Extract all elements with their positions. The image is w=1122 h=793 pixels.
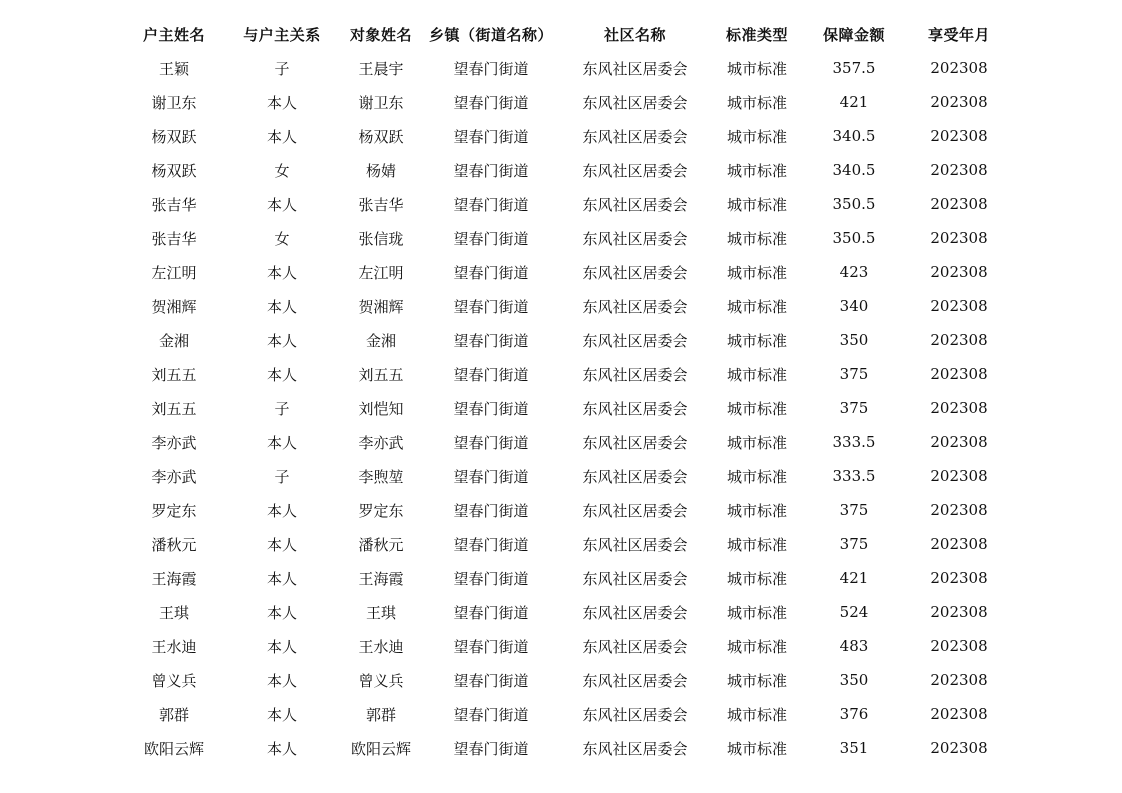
month-cell: 202308 bbox=[930, 433, 988, 451]
month-cell: 202308 bbox=[930, 535, 988, 553]
table-row bbox=[120, 493, 1010, 527]
relationship-cell: 本人 bbox=[266, 739, 297, 758]
standard-type-cell: 城市标准 bbox=[726, 93, 787, 112]
community-cell: 东风社区居委会 bbox=[582, 263, 688, 282]
township-cell: 望春门街道 bbox=[453, 161, 529, 180]
standard-type-cell: 城市标准 bbox=[726, 603, 787, 622]
township-cell: 望春门街道 bbox=[453, 705, 529, 724]
township-cell: 望春门街道 bbox=[453, 263, 529, 282]
relationship-cell: 本人 bbox=[266, 603, 297, 622]
recipient-name-cell: 谢卫东 bbox=[358, 93, 404, 112]
householder-name-cell: 张吉华 bbox=[151, 195, 197, 214]
standard-type-cell: 城市标准 bbox=[726, 127, 787, 146]
householder-name-cell: 郭群 bbox=[158, 705, 189, 724]
community-cell: 东风社区居委会 bbox=[582, 365, 688, 384]
householder-name-cell: 曾义兵 bbox=[151, 671, 197, 690]
month-cell: 202308 bbox=[930, 705, 988, 723]
month-cell: 202308 bbox=[930, 399, 988, 417]
table-row bbox=[120, 595, 1010, 629]
relationship-cell: 子 bbox=[274, 59, 290, 78]
community-cell: 东风社区居委会 bbox=[582, 705, 688, 724]
householder-name-cell: 欧阳云辉 bbox=[143, 739, 204, 758]
community-cell: 东风社区居委会 bbox=[582, 467, 688, 486]
township-cell: 望春门街道 bbox=[453, 331, 529, 350]
recipient-name-cell: 潘秋元 bbox=[358, 535, 404, 554]
month-cell: 202308 bbox=[930, 127, 988, 145]
amount-cell: 333.5 bbox=[832, 433, 876, 451]
table-row bbox=[120, 85, 1010, 119]
householder-name-cell: 刘五五 bbox=[151, 365, 197, 384]
community-cell: 东风社区居委会 bbox=[582, 331, 688, 350]
householder-name-cell: 王水迪 bbox=[151, 637, 197, 656]
month-cell: 202308 bbox=[930, 739, 988, 757]
standard-type-cell: 城市标准 bbox=[726, 739, 787, 758]
table-row bbox=[120, 663, 1010, 697]
month-cell: 202308 bbox=[930, 297, 988, 315]
township-cell: 望春门街道 bbox=[453, 535, 529, 554]
township-cell: 望春门街道 bbox=[453, 501, 529, 520]
householder-name-cell: 杨双跃 bbox=[151, 161, 197, 180]
amount-cell: 333.5 bbox=[832, 467, 876, 485]
householder-name-cell: 左江明 bbox=[151, 263, 197, 282]
township-cell: 望春门街道 bbox=[453, 399, 529, 418]
recipient-name-cell: 王水迪 bbox=[358, 637, 404, 656]
table-row bbox=[120, 697, 1010, 731]
township-cell: 望春门街道 bbox=[453, 127, 529, 146]
township-cell: 望春门街道 bbox=[453, 365, 529, 384]
month-cell: 202308 bbox=[930, 331, 988, 349]
table-row bbox=[120, 153, 1010, 187]
householder-name-cell: 潘秋元 bbox=[151, 535, 197, 554]
table-row bbox=[120, 629, 1010, 663]
month-cell: 202308 bbox=[930, 195, 988, 213]
relationship-cell: 女 bbox=[274, 229, 290, 248]
header-householder-name: 户主姓名 bbox=[142, 25, 205, 44]
recipient-name-cell: 王琪 bbox=[365, 603, 396, 622]
recipient-name-cell: 金湘 bbox=[365, 331, 396, 350]
amount-cell: 357.5 bbox=[832, 59, 876, 77]
amount-cell: 340 bbox=[839, 297, 869, 315]
standard-type-cell: 城市标准 bbox=[726, 331, 787, 350]
relationship-cell: 子 bbox=[274, 399, 290, 418]
standard-type-cell: 城市标准 bbox=[726, 705, 787, 724]
recipient-name-cell: 张吉华 bbox=[358, 195, 404, 214]
householder-name-cell: 金湘 bbox=[158, 331, 189, 350]
township-cell: 望春门街道 bbox=[453, 195, 529, 214]
relationship-cell: 本人 bbox=[266, 569, 297, 588]
amount-cell: 376 bbox=[839, 705, 869, 723]
township-cell: 望春门街道 bbox=[453, 569, 529, 588]
relationship-cell: 本人 bbox=[266, 263, 297, 282]
table-row bbox=[120, 425, 1010, 459]
relationship-cell: 本人 bbox=[266, 535, 297, 554]
relationship-cell: 本人 bbox=[266, 127, 297, 146]
standard-type-cell: 城市标准 bbox=[726, 399, 787, 418]
recipient-name-cell: 贺湘辉 bbox=[358, 297, 404, 316]
relationship-cell: 本人 bbox=[266, 93, 297, 112]
standard-type-cell: 城市标准 bbox=[726, 297, 787, 316]
table-row bbox=[120, 731, 1010, 765]
amount-cell: 421 bbox=[839, 569, 869, 587]
amount-cell: 350 bbox=[839, 331, 869, 349]
community-cell: 东风社区居委会 bbox=[582, 93, 688, 112]
township-cell: 望春门街道 bbox=[453, 467, 529, 486]
table-row bbox=[120, 51, 1010, 85]
township-cell: 望春门街道 bbox=[453, 59, 529, 78]
community-cell: 东风社区居委会 bbox=[582, 127, 688, 146]
amount-cell: 351 bbox=[839, 739, 869, 757]
relationship-cell: 本人 bbox=[266, 195, 297, 214]
month-cell: 202308 bbox=[930, 569, 988, 587]
standard-type-cell: 城市标准 bbox=[726, 195, 787, 214]
recipient-name-cell: 李亦武 bbox=[358, 433, 404, 452]
amount-cell: 524 bbox=[839, 603, 869, 621]
month-cell: 202308 bbox=[930, 93, 988, 111]
table-row bbox=[120, 561, 1010, 595]
standard-type-cell: 城市标准 bbox=[726, 161, 787, 180]
standard-type-cell: 城市标准 bbox=[726, 535, 787, 554]
householder-name-cell: 王海霞 bbox=[151, 569, 197, 588]
standard-type-cell: 城市标准 bbox=[726, 637, 787, 656]
month-cell: 202308 bbox=[930, 671, 988, 689]
community-cell: 东风社区居委会 bbox=[582, 637, 688, 656]
township-cell: 望春门街道 bbox=[453, 433, 529, 452]
township-cell: 望春门街道 bbox=[453, 297, 529, 316]
householder-name-cell: 罗定东 bbox=[151, 501, 197, 520]
amount-cell: 350.5 bbox=[832, 195, 876, 213]
month-cell: 202308 bbox=[930, 603, 988, 621]
table-row bbox=[120, 221, 1010, 255]
table-row bbox=[120, 187, 1010, 221]
table-row bbox=[120, 527, 1010, 561]
community-cell: 东风社区居委会 bbox=[582, 59, 688, 78]
recipient-name-cell: 欧阳云辉 bbox=[350, 739, 411, 758]
householder-name-cell: 谢卫东 bbox=[151, 93, 197, 112]
month-cell: 202308 bbox=[930, 263, 988, 281]
table-row bbox=[120, 119, 1010, 153]
recipient-name-cell: 杨婧 bbox=[365, 161, 396, 180]
header-standard-type: 标准类型 bbox=[725, 25, 788, 44]
amount-cell: 375 bbox=[839, 399, 869, 417]
table-body bbox=[120, 51, 1010, 765]
month-cell: 202308 bbox=[930, 637, 988, 655]
recipient-name-cell: 王海霞 bbox=[358, 569, 404, 588]
community-cell: 东风社区居委会 bbox=[582, 501, 688, 520]
table-row bbox=[120, 289, 1010, 323]
month-cell: 202308 bbox=[930, 229, 988, 247]
standard-type-cell: 城市标准 bbox=[726, 365, 787, 384]
subsidy-roster-table bbox=[120, 17, 1010, 765]
community-cell: 东风社区居委会 bbox=[582, 229, 688, 248]
standard-type-cell: 城市标准 bbox=[726, 467, 787, 486]
month-cell: 202308 bbox=[930, 365, 988, 383]
relationship-cell: 子 bbox=[274, 467, 290, 486]
header-row bbox=[120, 17, 1010, 51]
header-month: 享受年月 bbox=[927, 25, 990, 44]
month-cell: 202308 bbox=[930, 59, 988, 77]
recipient-name-cell: 张信珑 bbox=[358, 229, 404, 248]
table-row bbox=[120, 391, 1010, 425]
relationship-cell: 本人 bbox=[266, 433, 297, 452]
recipient-name-cell: 杨双跃 bbox=[358, 127, 404, 146]
township-cell: 望春门街道 bbox=[453, 671, 529, 690]
amount-cell: 375 bbox=[839, 501, 869, 519]
amount-cell: 375 bbox=[839, 365, 869, 383]
relationship-cell: 本人 bbox=[266, 671, 297, 690]
householder-name-cell: 李亦武 bbox=[151, 467, 197, 486]
standard-type-cell: 城市标准 bbox=[726, 569, 787, 588]
table-header bbox=[120, 17, 1010, 51]
standard-type-cell: 城市标准 bbox=[726, 229, 787, 248]
header-recipient-name: 对象姓名 bbox=[349, 25, 412, 44]
header-amount: 保障金额 bbox=[822, 25, 885, 44]
recipient-name-cell: 曾义兵 bbox=[358, 671, 404, 690]
householder-name-cell: 贺湘辉 bbox=[151, 297, 197, 316]
township-cell: 望春门街道 bbox=[453, 603, 529, 622]
community-cell: 东风社区居委会 bbox=[582, 433, 688, 452]
amount-cell: 423 bbox=[839, 263, 869, 281]
month-cell: 202308 bbox=[930, 161, 988, 179]
community-cell: 东风社区居委会 bbox=[582, 535, 688, 554]
amount-cell: 350 bbox=[839, 671, 869, 689]
recipient-name-cell: 王晨宇 bbox=[358, 59, 404, 78]
community-cell: 东风社区居委会 bbox=[582, 739, 688, 758]
householder-name-cell: 杨双跃 bbox=[151, 127, 197, 146]
community-cell: 东风社区居委会 bbox=[582, 161, 688, 180]
table-row bbox=[120, 459, 1010, 493]
amount-cell: 340.5 bbox=[832, 161, 876, 179]
amount-cell: 350.5 bbox=[832, 229, 876, 247]
recipient-name-cell: 刘五五 bbox=[358, 365, 404, 384]
header-community: 社区名称 bbox=[603, 25, 666, 44]
relationship-cell: 本人 bbox=[266, 365, 297, 384]
relationship-cell: 本人 bbox=[266, 297, 297, 316]
amount-cell: 375 bbox=[839, 535, 869, 553]
community-cell: 东风社区居委会 bbox=[582, 297, 688, 316]
document-sheet bbox=[120, 17, 1010, 765]
relationship-cell: 女 bbox=[274, 161, 290, 180]
householder-name-cell: 刘五五 bbox=[151, 399, 197, 418]
relationship-cell: 本人 bbox=[266, 637, 297, 656]
header-relationship: 与户主关系 bbox=[243, 25, 321, 44]
householder-name-cell: 张吉华 bbox=[151, 229, 197, 248]
relationship-cell: 本人 bbox=[266, 331, 297, 350]
community-cell: 东风社区居委会 bbox=[582, 603, 688, 622]
householder-name-cell: 王琪 bbox=[158, 603, 189, 622]
amount-cell: 340.5 bbox=[832, 127, 876, 145]
recipient-name-cell: 李煦堃 bbox=[358, 467, 404, 486]
table-row bbox=[120, 357, 1010, 391]
standard-type-cell: 城市标准 bbox=[726, 501, 787, 520]
standard-type-cell: 城市标准 bbox=[726, 263, 787, 282]
table-row bbox=[120, 323, 1010, 357]
township-cell: 望春门街道 bbox=[453, 229, 529, 248]
standard-type-cell: 城市标准 bbox=[726, 59, 787, 78]
header-township: 乡镇（街道名称） bbox=[428, 25, 553, 44]
month-cell: 202308 bbox=[930, 467, 988, 485]
township-cell: 望春门街道 bbox=[453, 93, 529, 112]
community-cell: 东风社区居委会 bbox=[582, 399, 688, 418]
community-cell: 东风社区居委会 bbox=[582, 671, 688, 690]
relationship-cell: 本人 bbox=[266, 501, 297, 520]
community-cell: 东风社区居委会 bbox=[582, 195, 688, 214]
month-cell: 202308 bbox=[930, 501, 988, 519]
township-cell: 望春门街道 bbox=[453, 637, 529, 656]
amount-cell: 421 bbox=[839, 93, 869, 111]
recipient-name-cell: 郭群 bbox=[365, 705, 396, 724]
table-row bbox=[120, 255, 1010, 289]
standard-type-cell: 城市标准 bbox=[726, 433, 787, 452]
township-cell: 望春门街道 bbox=[453, 739, 529, 758]
householder-name-cell: 王颖 bbox=[158, 59, 189, 78]
community-cell: 东风社区居委会 bbox=[582, 569, 688, 588]
relationship-cell: 本人 bbox=[266, 705, 297, 724]
recipient-name-cell: 左江明 bbox=[358, 263, 404, 282]
householder-name-cell: 李亦武 bbox=[151, 433, 197, 452]
recipient-name-cell: 刘恺知 bbox=[358, 399, 404, 418]
recipient-name-cell: 罗定东 bbox=[358, 501, 404, 520]
amount-cell: 483 bbox=[839, 637, 869, 655]
standard-type-cell: 城市标准 bbox=[726, 671, 787, 690]
